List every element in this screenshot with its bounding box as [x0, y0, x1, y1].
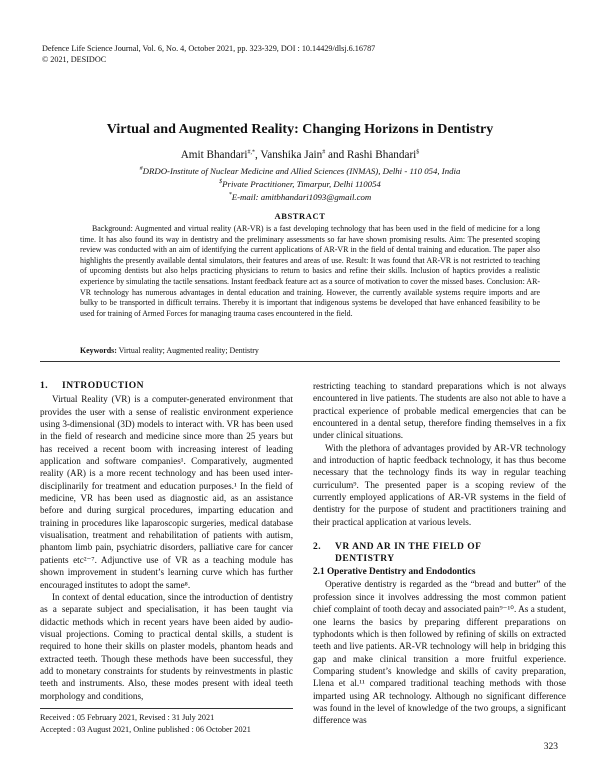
- author-marker: #,*: [247, 149, 255, 156]
- affiliation-2: [0, 178, 600, 190]
- affiliation-marker: #: [139, 166, 143, 173]
- keywords-label: Keywords:: [80, 346, 117, 355]
- author-separator: and: [325, 149, 347, 161]
- journal-header: [42, 43, 375, 65]
- section-title: INTRODUCTION: [62, 381, 145, 391]
- body-paragraph: In context of dental education, since the introduction of dentistry as a separate subject and specialisation, it has been taught via didactic methods which in recent years have been aided by audio-visual projections. Coming to practical dental skills, a student is required to hone their skills on plaster models, phantom heads and extracted teeth. Though these methods have been successful, they add to monetary constraints for students by reinvestments in plastic teeth and instruments. Also, these modes present with ideal teeth morphology and conditions,: [40, 591, 293, 701]
- journal-citation: Defence Life Science Journal, Vol. 6, No. 4, October 2021, pp. 323-329, DOI : 10.14429/dlsj.6.16787: [42, 44, 376, 53]
- left-column: [40, 380, 293, 702]
- author-list: [0, 149, 600, 161]
- right-column: [313, 380, 566, 727]
- section-number: 1.: [40, 381, 49, 391]
- author-name: Rashi Bhandari: [347, 149, 417, 161]
- journal-copyright: © 2021, DESIDOC: [42, 55, 107, 64]
- section-divider: [40, 361, 560, 362]
- body-paragraph: With the plethora of advantages provided by AR-VR technology and introduction of haptic feedback technology, it has thus become necessary that the technology finds its way in regular teaching curriculum⁹. The presented paper is a scoping review of the currently employed applications of AR-VR systems in the field of dentistry for the purpose of student and practitioners training and their practical application at various levels.: [313, 442, 566, 527]
- body-paragraph: Virtual Reality (VR) is a computer-generated environment that provides the user with a sense of realistic environment experience using 3-dimensional (3D) models to interact with. VR has been used in the field of research and medicine since more than 25 years but has received a recent boom with increasing interest of leading application and software companies¹. Comparatively, augmented reality (AR) is a more recent technology and has been used inter-disciplinarily for treatment and education purposes.¹ In the field of medicine, VR has been used as diagnostic aid, as an assistance before and during surgical procedures, imparting education and training in procedures like laparoscopic surgeries, medical database visualisation, treatment and rehabilitation of patients with autism, phantom limb pain, psychiatric disorders, palliative care for cancer patients etc²⁻⁷. Adjunctive use of VR as a teaching module has shown improvement in student’s learning curve which has further encouraged institutes to adopt the same⁸.: [40, 394, 293, 590]
- receipt-dates: [40, 708, 293, 735]
- received-line: Received : 05 February 2021, Revised : 31 July 2021: [40, 713, 215, 722]
- affiliation-text: Private Practitioner, Timarpur, Delhi 110054: [222, 179, 381, 189]
- keywords-text: Virtual reality; Augmented reality; Dentistry: [116, 346, 259, 355]
- section-title-line1: VR AND AR IN THE FIELD OF: [335, 542, 482, 553]
- accepted-line: Accepted : 03 August 2021, Online published : 06 October 2021: [40, 724, 251, 734]
- abstract-text: Background: Augmented and virtual reality (AR-VR) is a fast developing technology that has been used in the field of medicine for a long time. It has also found its way in dentistry and the preliminary assessments so far have shown promising results. Aim: The presented scoping review was conducted with an aim of identifying the current applications of AR-VR in the field of dental training and education. The paper also highlights the presently available dental simulators, their features and areas of use. Result: It was found that AR-VR is not restricted to teaching of upcoming dentists but also helps practicing physicians to return to basics and refine their skills. Inclusion of haptics provides a realistic experience by simulating the tactile sensations. Instant feedback feature act as a source of motivation to cover the missed bases. Conclusion: AR-VR technology has numerous advantages in dental education and training. However, the currently available systems require imports and are bulky to be transported in difficult terrains. Thereby it is important that indigenous systems be developed that have enhanced feasibility to be used for training of Armed Forces for managing trauma cases encountered in the field.: [80, 224, 540, 318]
- section-heading-vr-ar: [313, 541, 566, 565]
- section-number: 2.: [313, 542, 322, 553]
- affiliation-text: DRDO-Institute of Nuclear Medicine and Allied Sciences (INMAS), Delhi - 110 054, India: [142, 166, 461, 176]
- author-name: Amit Bhandari: [180, 149, 248, 161]
- section-title-line2: DENTISTRY: [335, 554, 395, 565]
- subsection-heading-operative: [313, 566, 566, 578]
- affiliation-marker: $: [219, 179, 223, 186]
- author-marker: #: [322, 149, 326, 156]
- abstract-heading: ABSTRACT: [274, 211, 326, 221]
- subsection-title: Operative Dentistry and Endodontics: [326, 567, 476, 578]
- affiliation-1: [0, 165, 600, 177]
- subsection-number: 2.1: [313, 567, 325, 578]
- author-separator: ,: [255, 149, 261, 161]
- keywords-line: [80, 346, 540, 355]
- author-marker: $: [416, 149, 420, 156]
- paper-title: Virtual and Augmented Reality: Changing Horizons in Dentistry: [106, 122, 494, 137]
- page-number: 323: [543, 742, 558, 752]
- email-marker: *: [228, 192, 232, 199]
- body-paragraph: restricting teaching to standard preparations which is not always encountered in live patients. The students are also not able to have a practical experience of probable medical emergencies that can be encountered in a dental setup, therefore finding themselves in a fix under clinical situations.: [313, 381, 566, 441]
- corresponding-email: [0, 191, 600, 203]
- body-paragraph: Operative dentistry is regarded as the “bread and butter” of the profession since it involves addressing the most common patient chief complaint of tooth decay and associated pain⁹⁻¹⁰. As a student, one learns the basics by preparing different preparations on typhodonts which is then followed by refining of skills on extracted teeth and live patients. AR-VR technology will help in bridging this gap and make clinical transition a more fruitful experience. Comparing student’s knowledge and skills of cavity preparation, Llena et al.¹¹ compared traditional teaching methods with those imparted using AR technology. Although no significant difference was found in the level of knowledge of the two groups, a significant difference was: [313, 579, 566, 726]
- email-text: E-mail: amitbhandari1093@gmail.com: [231, 192, 372, 202]
- section-heading-introduction: [40, 380, 293, 392]
- author-name: Vanshika Jain: [260, 149, 323, 161]
